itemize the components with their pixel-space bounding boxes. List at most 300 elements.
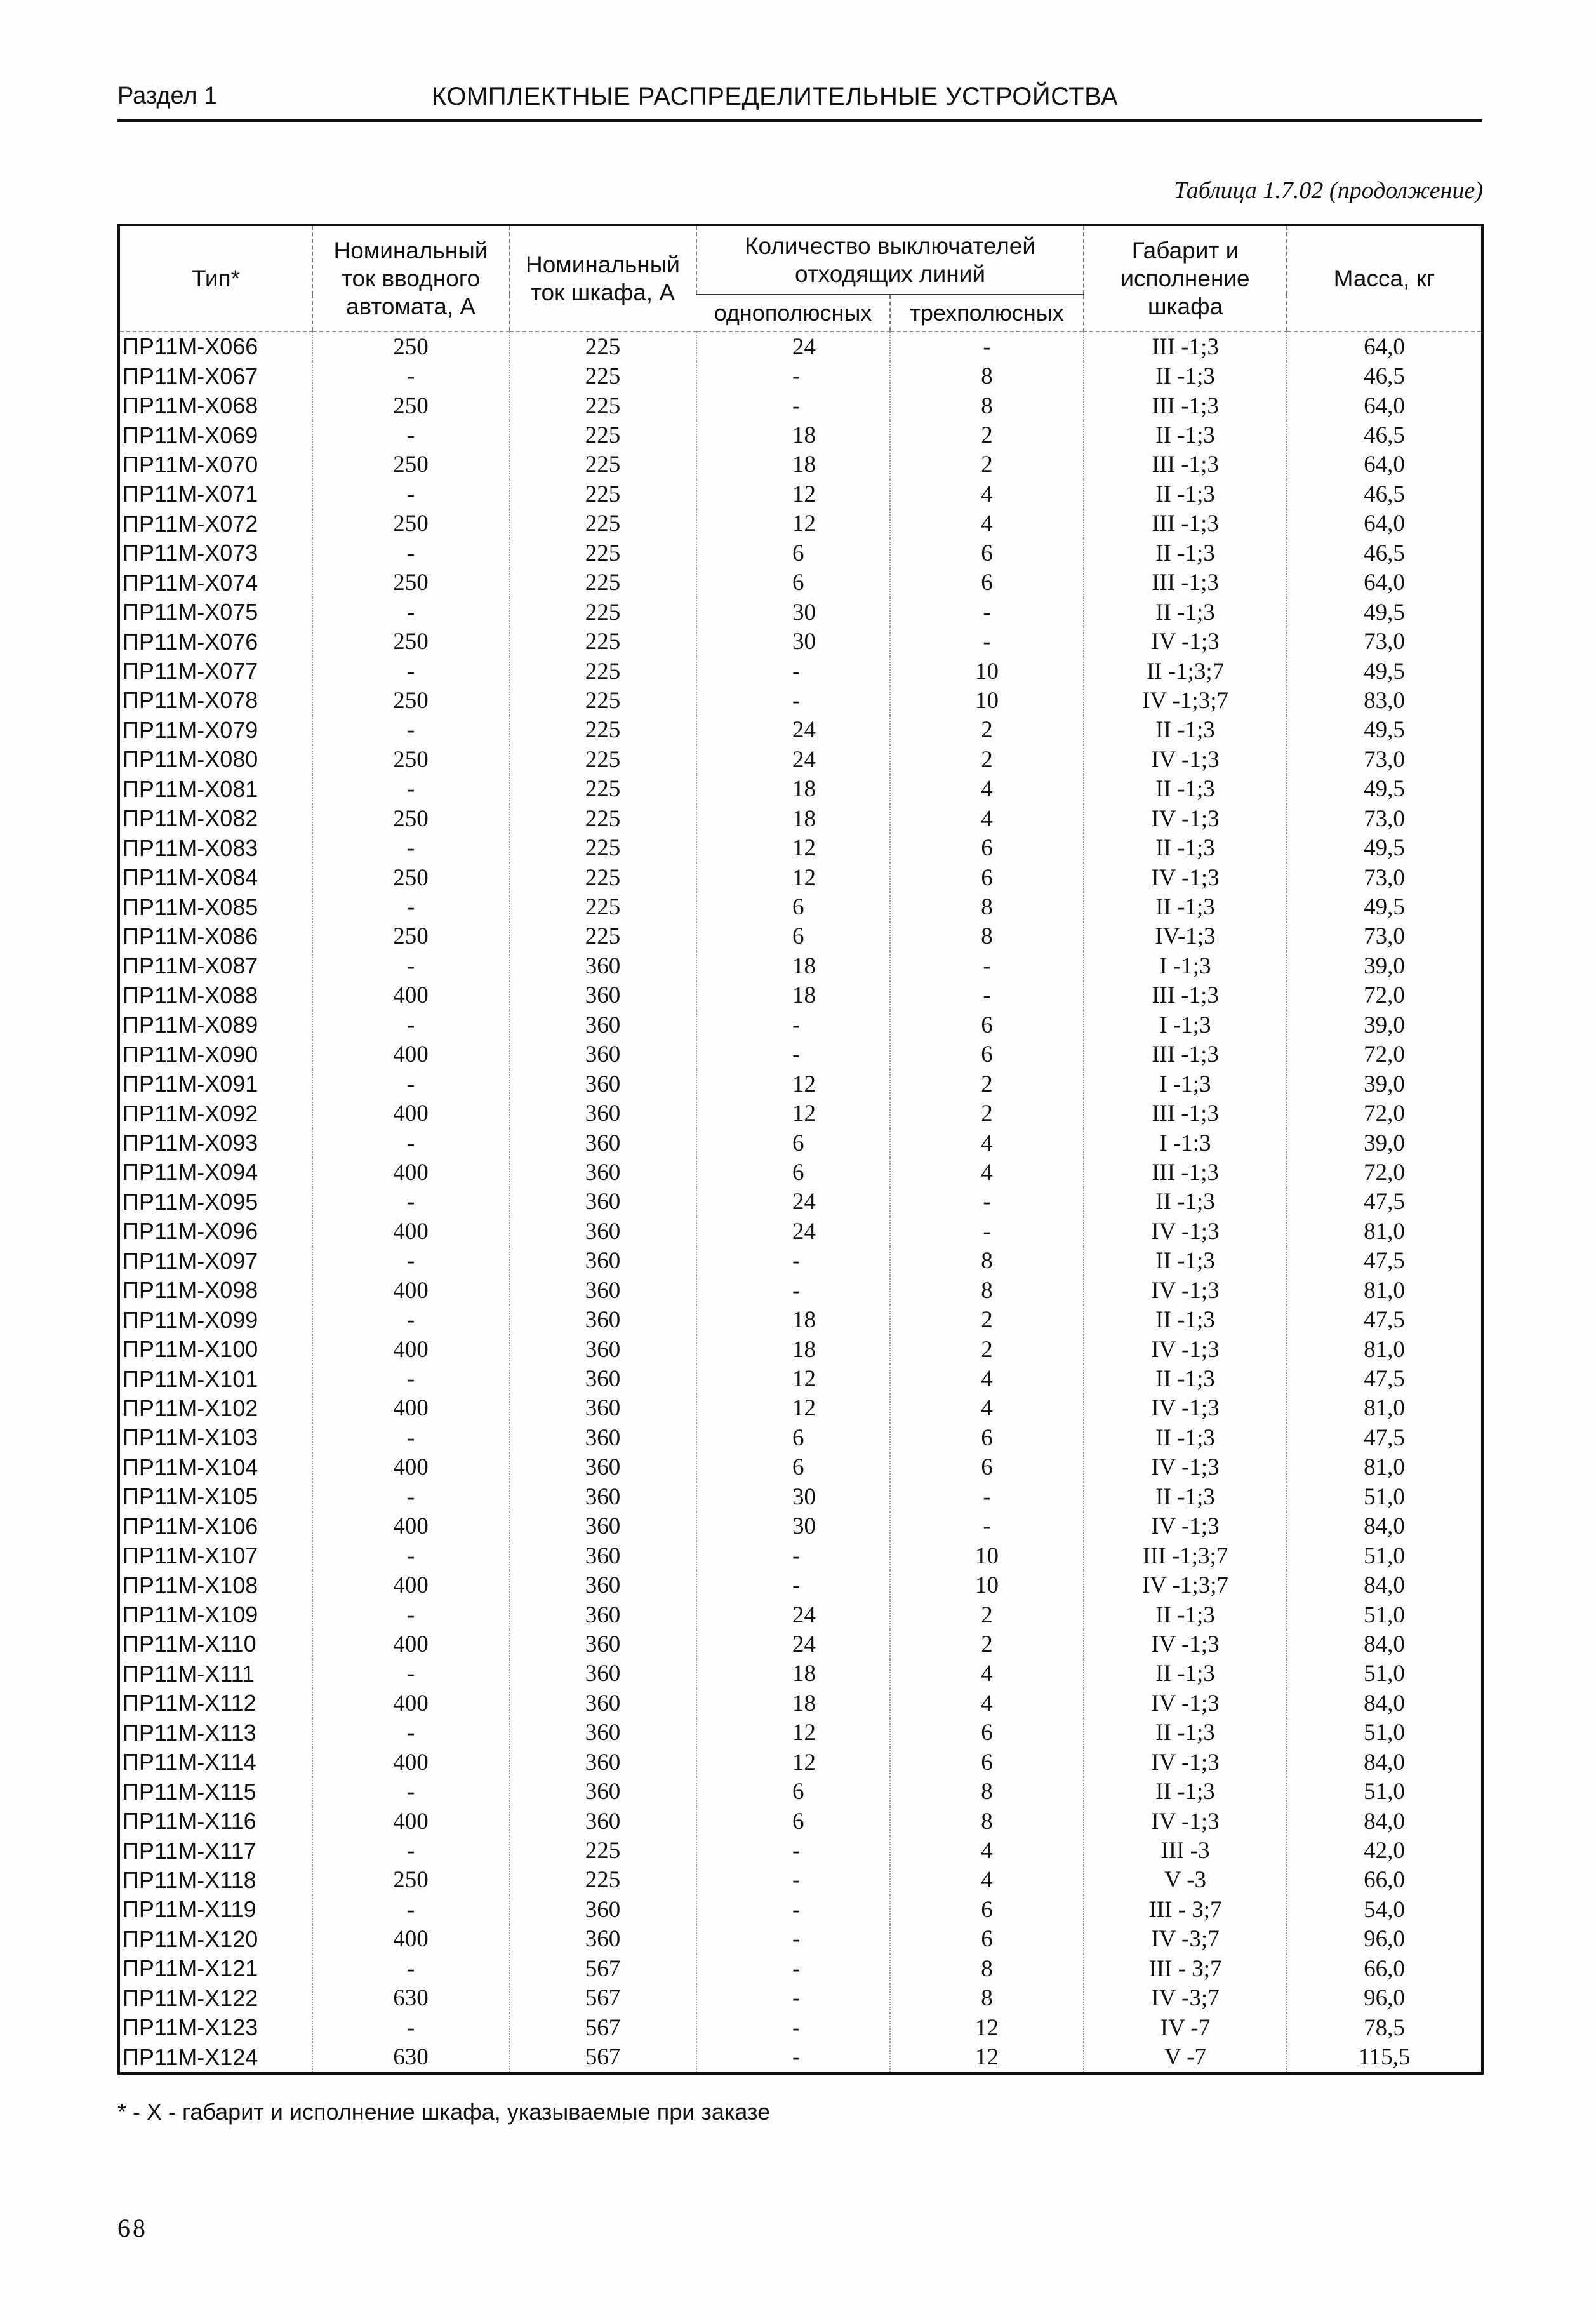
cell-type: ПР11М-Х099 [123,1306,258,1333]
cell-input-current: 250 [312,804,509,833]
cell-type: ПР11М-Х073 [123,540,258,566]
cell-mass: 83,0 [1287,686,1482,715]
cell-input-current: - [312,479,509,509]
cell-three-pole: - [890,1512,1084,1541]
table-row [119,420,1482,450]
cell-type: ПР11М-Х080 [123,746,258,773]
cell-input-current: 400 [312,1629,509,1659]
cell-size: IV -1;3 [1084,1453,1287,1482]
cell-input-current: - [312,657,509,686]
cell-single-pole: - [696,1010,890,1040]
spec-table [117,224,1484,2075]
table-row [119,1541,1482,1570]
cell-type: ПР11М-Х115 [123,1778,256,1805]
cell-size: I -1;3 [1084,1069,1287,1099]
cell-three-pole: 10 [890,1541,1084,1570]
cell-size: IV -1;3 [1084,1276,1287,1305]
cell-input-current: - [312,1305,509,1334]
cell-three-pole: 4 [890,1128,1084,1158]
cell-mass: 64,0 [1287,450,1482,479]
cell-type: ПР11М-Х077 [123,658,258,685]
header-mass: Масса, кг [1287,225,1482,331]
cell-size: III -1;3;7 [1084,1541,1287,1570]
cell-cabinet-current: 225 [509,420,696,450]
cell-single-pole: 30 [696,1482,890,1511]
cell-type: ПР11М-Х105 [123,1483,258,1510]
cell-input-current: 400 [312,1925,509,1954]
cell-input-current: - [312,1600,509,1629]
footnote: * - Х - габарит и исполнение шкафа, указываемые при заказе [117,2099,771,2125]
cell-mass: 81,0 [1287,1453,1482,1482]
cell-input-current: 250 [312,922,509,951]
cell-single-pole: - [696,1925,890,1954]
cell-size: IV -1;3 [1084,1807,1287,1836]
cell-single-pole: 6 [696,568,890,598]
cell-mass: 72,0 [1287,1099,1482,1128]
cell-three-pole: 4 [890,1659,1084,1689]
table-row [119,1954,1482,1983]
cell-mass: 73,0 [1287,922,1482,951]
cell-three-pole: 2 [890,1629,1084,1659]
cell-single-pole: - [696,2042,890,2073]
cell-size: I -1;3 [1084,1010,1287,1040]
cell-input-current: - [312,892,509,921]
cell-three-pole: 4 [890,775,1084,804]
table-row [119,538,1482,568]
cell-mass: 49,5 [1287,598,1482,627]
cell-type: ПР11М-Х123 [123,2014,258,2041]
cell-size: II -1;3 [1084,1423,1287,1452]
cell-mass: 46,5 [1287,479,1482,509]
cell-size: II -1;3 [1084,1718,1287,1748]
cell-single-pole: 18 [696,1335,890,1364]
cell-type: ПР11М-Х109 [123,1602,258,1628]
cell-cabinet-current: 360 [509,1040,696,1069]
table-row [119,509,1482,538]
header-type: Тип* [119,225,312,331]
cell-mass: 72,0 [1287,1040,1482,1069]
cell-single-pole: - [696,1984,890,2013]
cell-three-pole: 2 [890,1069,1084,1099]
cell-mass: 84,0 [1287,1748,1482,1777]
cell-mass: 51,0 [1287,1777,1482,1806]
cell-size: II -1;3 [1084,1187,1287,1217]
cell-mass: 78,5 [1287,2013,1482,2042]
cell-size: IV -1;3 [1084,1335,1287,1364]
cell-type: ПР11М-Х114 [123,1749,256,1776]
cell-mass: 49,5 [1287,716,1482,745]
table-row [119,361,1482,391]
cell-mass: 96,0 [1287,1984,1482,2013]
cell-type: ПР11М-Х108 [123,1572,258,1598]
cell-three-pole: 4 [890,804,1084,833]
cell-size: II -1;3 [1084,775,1287,804]
cell-type: ПР11М-Х068 [123,392,258,419]
cell-three-pole: 8 [890,1276,1084,1305]
table-row [119,1394,1482,1423]
cell-cabinet-current: 360 [509,1335,696,1364]
cell-mass: 66,0 [1287,1866,1482,1895]
cell-input-current: - [312,1128,509,1158]
cell-mass: 47,5 [1287,1247,1482,1276]
cell-size: III -1;3 [1084,391,1287,420]
cell-mass: 46,5 [1287,361,1482,391]
cell-size: II -1;3 [1084,1777,1287,1806]
cell-size: V -3 [1084,1866,1287,1895]
cell-cabinet-current: 360 [509,1541,696,1570]
cell-size: IV -1;3 [1084,1217,1287,1246]
cell-three-pole: - [890,1482,1084,1511]
cell-single-pole: - [696,1866,890,1895]
cell-single-pole: 18 [696,775,890,804]
cell-cabinet-current: 360 [509,1453,696,1482]
cell-cabinet-current: 360 [509,1895,696,1924]
cell-three-pole: 2 [890,716,1084,745]
cell-cabinet-current: 360 [509,1718,696,1748]
cell-cabinet-current: 225 [509,716,696,745]
cell-single-pole: 12 [696,863,890,892]
cell-input-current: 250 [312,1866,509,1895]
table-row [119,1247,1482,1276]
cell-cabinet-current: 360 [509,1629,696,1659]
cell-cabinet-current: 360 [509,1247,696,1276]
table-body [119,331,1482,2073]
table-row [119,1305,1482,1334]
table-row [119,1600,1482,1629]
cell-mass: 51,0 [1287,1541,1482,1570]
cell-size: III -1;3 [1084,331,1287,361]
cell-size: II -1;3 [1084,598,1287,627]
cell-input-current: - [312,1187,509,1217]
cell-single-pole: 6 [696,1777,890,1806]
cell-single-pole: 12 [696,1748,890,1777]
cell-type: ПР11М-Х074 [123,569,258,596]
cell-size: IV -1;3 [1084,1394,1287,1423]
cell-three-pole: 6 [890,1040,1084,1069]
cell-mass: 84,0 [1287,1629,1482,1659]
cell-type: ПР11М-Х081 [123,775,258,802]
cell-single-pole: 24 [696,1187,890,1217]
header-three-pole: трехполюсных [890,295,1084,331]
table-row [119,1807,1482,1836]
table-row [119,391,1482,420]
cell-input-current: - [312,1364,509,1393]
cell-mass: 73,0 [1287,804,1482,833]
cell-type: ПР11М-Х118 [123,1866,256,1893]
page-number: 68 [117,2214,148,2242]
cell-type: ПР11М-Х089 [123,1012,258,1038]
cell-cabinet-current: 360 [509,951,696,980]
cell-type: ПР11М-Х079 [123,716,258,743]
cell-type: ПР11М-Х117 [123,1837,256,1864]
cell-cabinet-current: 567 [509,1954,696,1983]
cell-single-pole: 12 [696,1364,890,1393]
cell-size: III -1;3 [1084,568,1287,598]
cell-single-pole: 12 [696,833,890,862]
cell-cabinet-current: 360 [509,1925,696,1954]
cell-type: ПР11М-Х107 [123,1542,258,1569]
cell-size: II -1;3 [1084,538,1287,568]
cell-single-pole: 6 [696,538,890,568]
cell-three-pole: 4 [890,479,1084,509]
cell-size: III -1;3 [1084,1158,1287,1187]
cell-size: IV -1;3 [1084,1689,1287,1718]
cell-input-current: 400 [312,1276,509,1305]
cell-input-current: 250 [312,509,509,538]
table-row [119,1777,1482,1806]
cell-cabinet-current: 225 [509,450,696,479]
cell-single-pole: 6 [696,892,890,921]
cell-size: IV -1;3 [1084,1512,1287,1541]
cell-mass: 73,0 [1287,863,1482,892]
cell-size: II -1;3 [1084,1305,1287,1334]
cell-single-pole: 12 [696,1718,890,1748]
table-row [119,1217,1482,1246]
header-cabinet-current: Номинальный ток шкафа, А [509,225,696,331]
cell-type: ПР11М-Х083 [123,834,258,861]
cell-single-pole: 18 [696,981,890,1010]
cell-cabinet-current: 225 [509,509,696,538]
cell-type: ПР11М-Х116 [123,1808,256,1835]
cell-cabinet-current: 225 [509,804,696,833]
cell-three-pole: - [890,627,1084,656]
table-container [117,224,1484,2075]
cell-size: II -1;3 [1084,420,1287,450]
cell-type: ПР11М-Х090 [123,1041,258,1067]
cell-size: II -1;3 [1084,1247,1287,1276]
cell-input-current: - [312,1541,509,1570]
cell-three-pole: 2 [890,450,1084,479]
cell-three-pole: - [890,981,1084,1010]
cell-single-pole: 24 [696,716,890,745]
cell-input-current: 250 [312,627,509,656]
header-single-pole: однополюсных [696,295,890,331]
cell-mass: 72,0 [1287,981,1482,1010]
cell-input-current: - [312,716,509,745]
cell-single-pole: 18 [696,1689,890,1718]
header-size: Габарит и исполнение шкафа [1084,225,1287,331]
cell-single-pole: 24 [696,1600,890,1629]
cell-input-current: - [312,1482,509,1511]
cell-single-pole: - [696,1541,890,1570]
cell-size: III - 3;7 [1084,1895,1287,1924]
cell-mass: 72,0 [1287,1158,1482,1187]
cell-three-pole: 6 [890,1423,1084,1452]
table-row [119,1453,1482,1482]
cell-type: ПР11М-Х119 [123,1896,256,1923]
cell-type: ПР11М-Х075 [123,599,258,625]
cell-three-pole: 8 [890,1984,1084,2013]
cell-size: II -1;3 [1084,892,1287,921]
cell-cabinet-current: 225 [509,892,696,921]
table-row [119,951,1482,980]
cell-cabinet-current: 225 [509,863,696,892]
cell-three-pole: 8 [890,1247,1084,1276]
table-row [119,1629,1482,1659]
cell-size: III - 3;7 [1084,1954,1287,1983]
table-row [119,1925,1482,1954]
cell-cabinet-current: 225 [509,568,696,598]
cell-mass: 47,5 [1287,1423,1482,1452]
cell-input-current: - [312,1777,509,1806]
cell-cabinet-current: 360 [509,981,696,1010]
table-row [119,331,1482,361]
cell-single-pole: - [696,1895,890,1924]
cell-input-current: 400 [312,981,509,1010]
cell-input-current: 250 [312,863,509,892]
cell-size: V -7 [1084,2042,1287,2073]
cell-input-current: 400 [312,1748,509,1777]
cell-cabinet-current: 360 [509,1305,696,1334]
cell-single-pole: 6 [696,922,890,951]
cell-size: II -1;3 [1084,479,1287,509]
cell-three-pole: 4 [890,1158,1084,1187]
cell-type: ПР11М-Х072 [123,510,258,537]
cell-type: ПР11М-Х067 [123,363,258,389]
cell-three-pole: 12 [890,2042,1084,2073]
table-row [119,1364,1482,1393]
cell-single-pole: 12 [696,1394,890,1423]
cell-three-pole: 6 [890,1453,1084,1482]
cell-input-current: 250 [312,745,509,774]
section-label: Раздел 1 [117,83,218,109]
cell-single-pole: - [696,391,890,420]
cell-mass: 39,0 [1287,1069,1482,1099]
cell-input-current: - [312,833,509,862]
cell-single-pole: 6 [696,1128,890,1158]
cell-cabinet-current: 225 [509,361,696,391]
cell-single-pole: 24 [696,331,890,361]
table-row [119,1423,1482,1452]
table-row [119,2013,1482,2042]
table-row [119,922,1482,951]
cell-input-current: - [312,361,509,391]
cell-type: ПР11М-Х100 [123,1336,258,1363]
cell-cabinet-current: 360 [509,1689,696,1718]
table-row [119,1335,1482,1364]
cell-type: ПР11М-Х113 [123,1719,256,1746]
cell-three-pole: - [890,1187,1084,1217]
cell-mass: 81,0 [1287,1276,1482,1305]
cell-single-pole: 12 [696,1069,890,1099]
cell-three-pole: 4 [890,1836,1084,1865]
cell-type: ПР11М-Х103 [123,1424,258,1451]
table-row [119,627,1482,656]
cell-mass: 49,5 [1287,775,1482,804]
cell-input-current: - [312,420,509,450]
cell-mass: 64,0 [1287,331,1482,361]
cell-three-pole: - [890,598,1084,627]
cell-cabinet-current: 567 [509,2013,696,2042]
cell-three-pole: 2 [890,1335,1084,1364]
cell-size: IV -3;7 [1084,1984,1287,2013]
cell-mass: 39,0 [1287,951,1482,980]
cell-mass: 54,0 [1287,1895,1482,1924]
cell-single-pole: 18 [696,420,890,450]
cell-single-pole: - [696,686,890,715]
cell-three-pole: 6 [890,538,1084,568]
table-row [119,1718,1482,1748]
cell-size: IV -3;7 [1084,1925,1287,1954]
cell-size: II -1;3 [1084,1659,1287,1689]
cell-size: III -3 [1084,1836,1287,1865]
cell-size: IV -1;3;7 [1084,1570,1287,1600]
cell-three-pole: 10 [890,1570,1084,1600]
cell-mass: 49,5 [1287,833,1482,862]
cell-cabinet-current: 225 [509,627,696,656]
table-row [119,598,1482,627]
cell-input-current: - [312,1718,509,1748]
cell-cabinet-current: 567 [509,2042,696,2073]
cell-mass: 46,5 [1287,538,1482,568]
cell-single-pole: 6 [696,1807,890,1836]
cell-cabinet-current: 225 [509,833,696,862]
cell-mass: 47,5 [1287,1187,1482,1217]
cell-mass: 51,0 [1287,1659,1482,1689]
cell-type: ПР11М-Х091 [123,1071,258,1097]
table-row [119,1040,1482,1069]
cell-single-pole: 30 [696,598,890,627]
cell-input-current: 250 [312,450,509,479]
table-row [119,745,1482,774]
cell-three-pole: 6 [890,1748,1084,1777]
cell-type: ПР11М-Х087 [123,953,258,979]
cell-cabinet-current: 360 [509,1482,696,1511]
section-title: КОМПЛЕКТНЫЕ РАСПРЕДЕЛИТЕЛЬНЫЕ УСТРОЙСТВА [432,83,1119,110]
table-row [119,1836,1482,1865]
table-row [119,1689,1482,1718]
cell-three-pole: 6 [890,1718,1084,1748]
table-row [119,1010,1482,1040]
cell-three-pole: 4 [890,1689,1084,1718]
cell-mass: 39,0 [1287,1010,1482,1040]
cell-three-pole: 2 [890,745,1084,774]
cell-three-pole: 6 [890,1895,1084,1924]
cell-mass: 49,5 [1287,892,1482,921]
cell-single-pole: 6 [696,1453,890,1482]
table-row [119,804,1482,833]
cell-cabinet-current: 360 [509,1659,696,1689]
cell-cabinet-current: 360 [509,1276,696,1305]
cell-single-pole: - [696,1276,890,1305]
cell-input-current: 250 [312,391,509,420]
cell-size: IV -1;3 [1084,863,1287,892]
cell-single-pole: 18 [696,804,890,833]
cell-input-current: 400 [312,1040,509,1069]
cell-input-current: 250 [312,331,509,361]
cell-size: III -1;3 [1084,509,1287,538]
cell-size: IV -1;3 [1084,745,1287,774]
cell-cabinet-current: 225 [509,686,696,715]
cell-size: IV -1;3 [1084,1748,1287,1777]
cell-single-pole: - [696,1040,890,1069]
table-row [119,1984,1482,2013]
table-row [119,686,1482,715]
cell-type: ПР11М-Х106 [123,1513,258,1539]
cell-three-pole: 12 [890,2013,1084,2042]
cell-single-pole: 18 [696,1305,890,1334]
cell-type: ПР11М-Х124 [123,2043,258,2070]
cell-mass: 84,0 [1287,1807,1482,1836]
cell-input-current: 400 [312,1158,509,1187]
cell-cabinet-current: 225 [509,598,696,627]
cell-input-current: - [312,1069,509,1099]
cell-input-current: 400 [312,1512,509,1541]
table-row [119,1187,1482,1217]
header-input-current: Номинальный ток вводного автомата, А [312,225,509,331]
cell-three-pole: 8 [890,1954,1084,1983]
cell-cabinet-current: 225 [509,745,696,774]
